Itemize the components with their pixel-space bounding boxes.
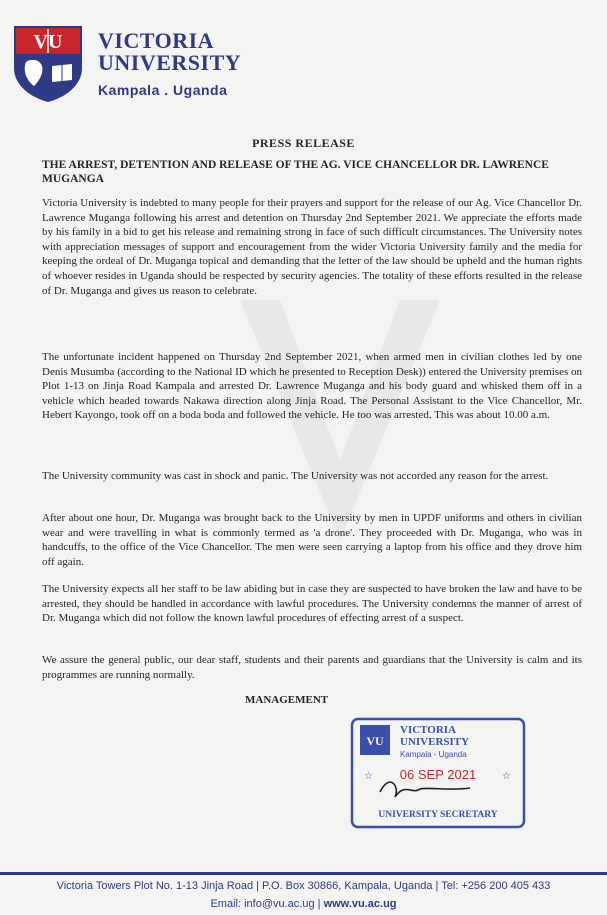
brand-block [98, 30, 241, 98]
document-label: PRESS RELEASE [252, 136, 355, 150]
paragraph-4: After about one hour, Dr. Muganga was brought back to the University by men in UPDF uniforms and others in civilian wear and were travelling in what is commonly termed as 'a drone'. They proceeded with Dr. Muganga, who was in handcuffs, to the office of the Vice Chancellor. The men were seen carrying a laptop from his office and they drove him off again. [42, 512, 582, 568]
paragraph-6: We assure the general public, our dear staff, students and their parents and guardians that the University is calm and its programmes are running normally. [42, 654, 582, 681]
official-stamp [350, 717, 526, 829]
stamp-line-1: VICTORIA [400, 724, 457, 736]
headline: THE ARREST, DETENTION AND RELEASE OF THE AG. VICE CHANCELLOR DR. LAWRENCE MUGANGA [42, 159, 549, 185]
footer-divider [0, 872, 607, 875]
stamp-date: 06 SEP 2021 [399, 767, 477, 782]
footer-website[interactable]: www.vu.ac.ug [323, 898, 397, 910]
brand-line-1: VICTORIA [98, 28, 215, 53]
footer-address: Victoria Towers Plot No. 1-13 Jinja Road | P.O. Box 30866, Kampala, Uganda | Tel: +256 200 405 433 [56, 880, 551, 892]
brand-line-2: UNIVERSITY [98, 50, 242, 75]
university-logo [12, 24, 84, 104]
svg-text:VU: VU [366, 734, 384, 748]
logo-letters: VU [33, 31, 63, 53]
paragraph-5: The University expects all her staff to be law abiding but in case they are suspected to have broken the law and have to be arrested, they should be handled in accordance with lawful procedures. The University condemns the manner of arrest of Dr. Muganga which did not follow the known lawful procedures of effecting arrest of a suspect. [42, 583, 582, 625]
stamp-line-2: UNIVERSITY [400, 736, 470, 748]
paragraph-1: Victoria University is indebted to many people for their prayers and support for the release of our Ag. Vice Chancellor Dr. Lawrence Muganga following his arrest and detention on Thursday 2nd September 2021. We appreciate the efforts made by his family in a bid to get his release and remaining strong in face of such difficult circumstances. The University notes with appreciation messages of support and encouragement from the wider Victoria University family and the media for keeping the ordeal of Dr. Muganga topical and demanding that the letter of the law should be upheld and the human rights of whoever resides in Uganda should be respected by security agencies. The totality of these efforts resulted in the release of Dr. Muganga and gives us reason to celebrate. [42, 197, 582, 297]
brand-location: Kampala . Uganda [98, 82, 228, 98]
signoff: MANAGEMENT [245, 694, 329, 706]
stamp-office: UNIVERSITY SECRETARY [378, 810, 498, 820]
signature-scribble [380, 782, 470, 797]
footer-email[interactable]: Email: info@vu.ac.ug [210, 898, 315, 910]
footer-contact [0, 898, 607, 910]
star-icon: ☆ [502, 771, 511, 782]
paragraph-3: The University community was cast in shock and panic. The University was not accorded any reason for the arrest. [42, 470, 549, 482]
footer-separator: | [317, 898, 321, 910]
paragraph-2: The unfortunate incident happened on Thursday 2nd September 2021, when armed men in civilian clothes led by one Denis Musumba (according to the National ID which he presented to Reception Desk)) entered the University premises on Plot 1-13 on Jinja Road Kampala and arrested Dr. Lawrence Muganga and his body guard and whisked them off in a vehicle which headed towards Nakawa direction along Jinja Road. The Personal Assistant to the Vice Chancellor, Mr. Hebert Kayongo, took off on a boda boda and followed the vehicle. He too was arrested. This was about 10.00 a.m. [42, 351, 582, 422]
stamp-location: Kampala - Uganda [400, 750, 467, 759]
star-icon: ☆ [364, 771, 373, 782]
